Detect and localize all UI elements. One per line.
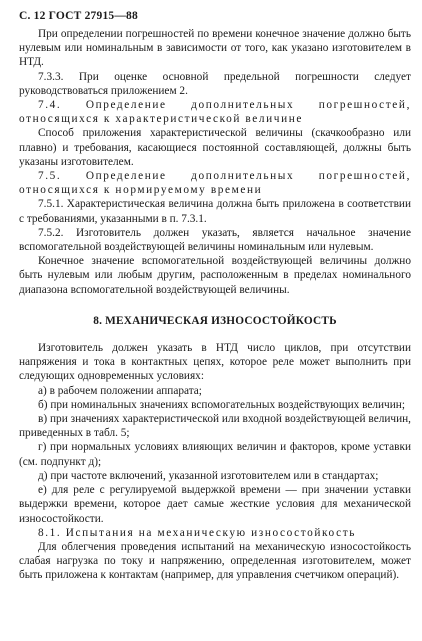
paragraph: При определении погрешностей по времени конечное значение должно быть нулевым или номинальным в зависимости от того, как указано изготовителем в НТД. bbox=[19, 28, 411, 69]
subsection-heading: 7.5. Определение дополнительных погрешностей, относящихся к нормируемому времени bbox=[19, 170, 411, 197]
list-item: д) при частоте включений, указанной изготовителем или в стандартах; bbox=[38, 469, 379, 482]
document-body bbox=[19, 27, 411, 583]
page-header: С. 12 ГОСТ 27915—88 bbox=[19, 10, 138, 22]
section-title: 8. МЕХАНИЧЕСКАЯ ИЗНОСОСТОЙКОСТЬ bbox=[93, 314, 337, 327]
list-item: г) при нормальных условиях влияющих величин и факторов, кроме уставки (см. подпункт д); bbox=[19, 441, 411, 468]
paragraph: Способ приложения характеристической величины (скачкообразно или плавно) и требования, касающиеся постоянной составляющей, должны быть указаны изготовителем. bbox=[19, 127, 411, 168]
list-item: в) при значениях характеристической или входной воздействующей величин, приведенных в табл. 5; bbox=[19, 413, 411, 440]
list-item: е) для реле с регулируемой выдержкой времени — при значении уставки выдержки времени, которое дает самые жесткие условия для механической износостойкости. bbox=[19, 484, 411, 525]
list-item: а) в рабочем положении аппарата; bbox=[38, 384, 202, 397]
paragraph: 7.3.3. При оценке основной предельной погрешности следует руководствоваться приложением 2. bbox=[19, 70, 411, 97]
paragraph: 7.5.1. Характеристическая величина должна быть приложена в соответствии с требованиями, указанными в п. 7.3.1. bbox=[19, 198, 411, 225]
subsection-heading: 7.4. Определение дополнительных погрешностей, относящихся к характеристической величине bbox=[19, 99, 411, 126]
list-item: б) при номинальных значениях вспомогательных воздействующих величин; bbox=[38, 398, 405, 411]
paragraph: Конечное значение вспомогательной воздействующей величины должно быть нулевым или любым другим, расположенным в пределах номинального диапазона вспомогательной воздействующей величины. bbox=[19, 255, 411, 296]
paragraph: Для облегчения проведения испытаний на механическую износостойкость слабая нагрузка по току и напряжению, определенная изготовителем, может быть приложена к контактам (например, для управления счетчиком операций). bbox=[19, 540, 411, 582]
subsection-heading: 8.1. Испытания на механическую износостойкость bbox=[38, 526, 356, 539]
paragraph: 7.5.2. Изготовитель должен указать, является начальное значение вспомогательной воздействующей величины номинальным или нулевым. bbox=[19, 226, 411, 254]
paragraph: Изготовитель должен указать в НТД число циклов, при отсутствии напряжения и тока в контактных цепях, которое реле может выполнить при следующих одновременных условиях: bbox=[19, 342, 411, 383]
